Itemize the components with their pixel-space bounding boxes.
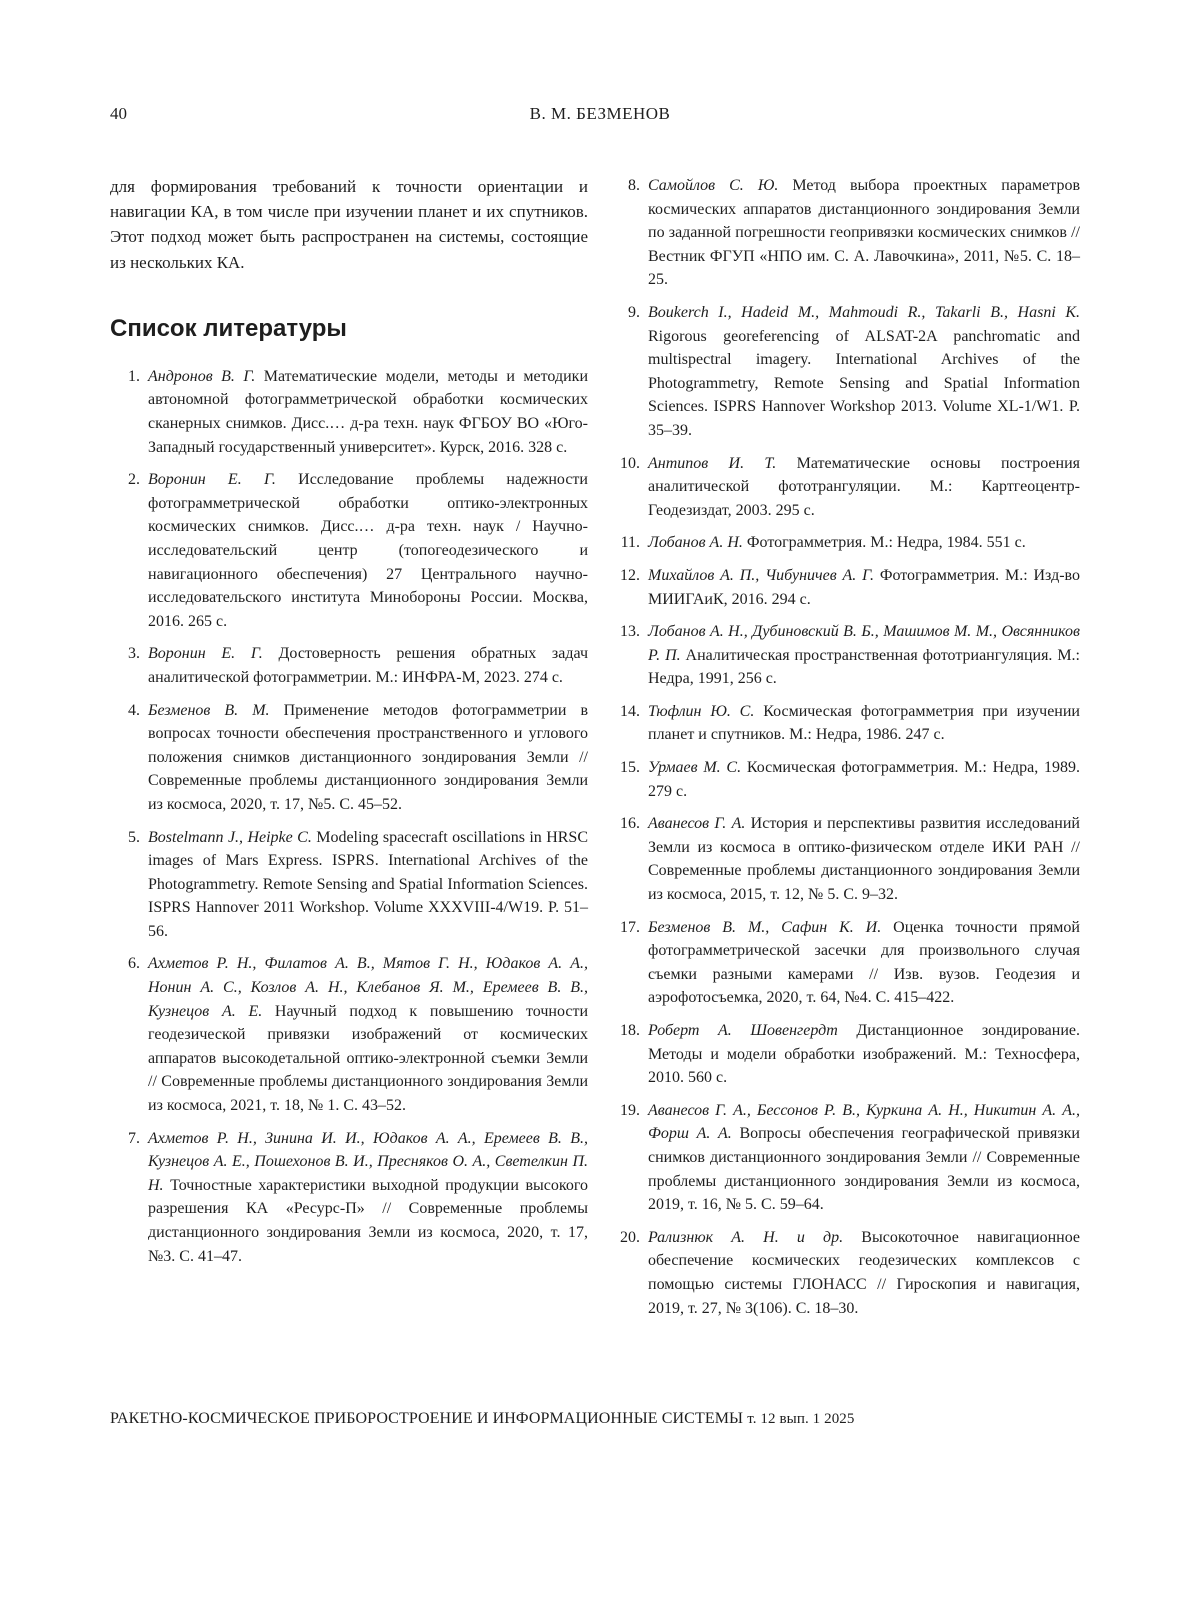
reference-authors: Безменов В. М., Сафин К. И. bbox=[648, 918, 882, 936]
reference-authors: Самойлов С. Ю. bbox=[648, 177, 779, 194]
reference-number: 2. bbox=[128, 471, 140, 489]
reference-authors: Роберт А. Шовенгердт bbox=[648, 1022, 838, 1039]
reference-number: 13. bbox=[620, 623, 640, 641]
reference-item bbox=[110, 642, 588, 689]
journal-issue: т. 12 вып. 1 2025 bbox=[747, 1411, 855, 1427]
reference-item bbox=[110, 952, 588, 1117]
reference-text: Rigorous georeferencing of ALSAT-2A panchromatic and multispectral imagery. International Archives of the Photogrammetry, Remote Sensing and Spatial Information Sciences. ISPRS Hannover Workshop 2013. Volume XL-1/W1. P. 35–39. bbox=[648, 327, 1080, 439]
reference-item bbox=[610, 1226, 1080, 1320]
reference-number: 4. bbox=[128, 701, 140, 719]
reference-text: Фотограмметрия. М.: Недра, 1984. 551 с. bbox=[742, 534, 1026, 552]
reference-number: 3. bbox=[128, 645, 140, 663]
reference-authors: Лобанов А. Н. bbox=[648, 534, 743, 552]
reference-item bbox=[110, 699, 588, 817]
reference-item bbox=[610, 620, 1080, 691]
reference-number: 17. bbox=[620, 918, 640, 936]
reference-text: Достоверность решения обратных задач аналитической фотограмметрии. М.: ИНФРА-М, 2023. 274 с. bbox=[148, 645, 588, 686]
running-title: В. М. БЕЗМЕНОВ bbox=[529, 104, 671, 123]
reference-list-left bbox=[110, 365, 588, 1268]
reference-text: Оценка точности прямой фотограмметрической засечки для произвольного случая съемки разными камерами // Изв. вузов. Геодезия и аэрофотосъемка, 2020, т. 64, №4. С. 415–422. bbox=[648, 918, 1080, 1007]
reference-number: 16. bbox=[620, 815, 640, 833]
reference-authors: Тюфлин Ю. С. bbox=[648, 702, 755, 720]
reference-item bbox=[610, 700, 1080, 747]
journal-name: РАКЕТНО-КОСМИЧЕСКОЕ ПРИБОРОСТРОЕНИЕ И ИНФОРМАЦИОННЫЕ СИСТЕМЫ bbox=[110, 1410, 744, 1427]
reference-number: 6. bbox=[128, 955, 140, 973]
reference-text: Высокоточное навигационное обеспечение космических геодезических комплексов с помощью системы ГЛОНАСС // Гироскопия и навигация, 2019, т. 27, № 3(106). С. 18–30. bbox=[648, 1228, 1080, 1317]
reference-authors: Лобанов А. Н., Дубиновский В. Б., Машимов М. М., Овсянников Р. П. bbox=[648, 623, 1080, 664]
reference-authors: Аванесов Г. А., Бессонов Р. В., Куркина А. Н., Никитин А. А., Форш А. А. bbox=[648, 1101, 1080, 1143]
reference-number: 7. bbox=[128, 1129, 140, 1147]
reference-item bbox=[110, 1127, 588, 1269]
reference-number: 5. bbox=[128, 828, 140, 846]
reference-number: 15. bbox=[620, 759, 640, 777]
reference-authors: Урмаев М. С. bbox=[648, 759, 742, 777]
reference-authors: Воронин Е. Г. bbox=[148, 471, 276, 489]
reference-item bbox=[610, 174, 1080, 292]
reference-authors: Аванесов Г. А. bbox=[648, 815, 746, 833]
reference-item bbox=[610, 301, 1080, 443]
reference-text: Применение методов фотограмметрии в вопросах точности обеспечения пространственного и углового положения снимков дистанционного зондирования Земли // Современные проблемы дистанционного зондирования Земли из космоса, 2020, т. 17, №5. С. 45–52. bbox=[148, 701, 588, 813]
section-title: Список литературы bbox=[110, 314, 347, 342]
reference-text: Modeling spacecraft oscillations in HRSC images of Mars Express. ISPRS. International Archives of the Photogrammetry. Remote Sensing and Spatial Information Sciences. ISPRS Hannover 2011 Workshop. Volume XXXVIII-4/W19. P. 51–56. bbox=[148, 828, 588, 940]
reference-list-right bbox=[610, 174, 1080, 1320]
reference-number: 18. bbox=[620, 1022, 640, 1039]
reference-authors: Антипов И. Т. bbox=[648, 454, 777, 472]
reference-text: Математические основы построения аналитической фототрангуляции. М.: Картгеоцентр-Геодезиздат, 2003. 295 с. bbox=[648, 454, 1081, 519]
reference-item bbox=[610, 812, 1080, 906]
reference-item bbox=[610, 564, 1080, 611]
reference-item bbox=[610, 916, 1080, 1010]
reference-text: Космическая фотограмметрия. М.: Недра, 1989. 279 с. bbox=[648, 759, 1081, 800]
reference-authors: Андронов В. Г. bbox=[148, 367, 256, 385]
reference-number: 12. bbox=[620, 566, 640, 584]
reference-number: 11. bbox=[620, 534, 640, 552]
right-column bbox=[610, 174, 1080, 1329]
reference-item bbox=[610, 531, 1080, 555]
reference-item bbox=[110, 365, 588, 459]
reference-text: Дистанционное зондирование. Методы и модели обработки изображений. М.: Техносфера, 2010. 560 с. bbox=[648, 1022, 1080, 1087]
reference-authors: Boukerch I., Hadeid M., Mahmoudi R., Takarli B., Hasni K. bbox=[648, 303, 1080, 321]
reference-text: Метод выбора проектных параметров космических аппаратов дистанционного зондирования Земли по заданной погрешности геопривязки космических снимков // Вестник ФГУП «НПО им. С. А. Лавочкина», 2011, №5. С. 18–25. bbox=[648, 177, 1081, 289]
reference-number: 20. bbox=[620, 1228, 640, 1246]
reference-text: История и перспективы развития исследований Земли из космоса в оптико-физическом отделе ИКИ РАН // Современные проблемы дистанционного зондирования Земли из космоса, 2015, т. 12, № 5. С. 9–32. bbox=[648, 815, 1080, 904]
reference-authors: Воронин Е. Г. bbox=[148, 645, 263, 663]
reference-number: 10. bbox=[620, 454, 640, 472]
reference-text: Фотограмметрия. М.: Изд-во МИИГАиК, 2016. 294 с. bbox=[648, 566, 1080, 608]
reference-authors: Михайлов А. П., Чибуничев А. Г. bbox=[648, 566, 875, 584]
reference-number: 19. bbox=[620, 1101, 640, 1119]
reference-item bbox=[610, 452, 1080, 523]
reference-authors: Ахметов Р. Н., Филатов А. В., Мятов Г. Н., Юдаков А. А., Нонин А. С., Козлов А. Н., Клебанов Я. М., Еремеев В. В., Кузнецов А. Е. bbox=[148, 955, 588, 1020]
reference-text: Аналитическая пространственная фототриангуляция. М.: Недра, 1991, 256 с. bbox=[648, 646, 1080, 688]
reference-number: 9. bbox=[628, 303, 640, 321]
reference-text: Космическая фотограмметрия при изучении планет и спутников. М.: Недра, 1986. 247 с. bbox=[648, 702, 1080, 744]
reference-authors: Рализнюк А. Н. и др. bbox=[648, 1228, 844, 1246]
reference-text: Математические модели, методы и методики автономной фотограмметрической обработки космических сканерных снимков. Дисс.… д-ра техн. наук ФГБОУ ВО «Юго-Западный государственный университет». Курск, 2016. 328 с. bbox=[148, 367, 589, 456]
intro-paragraph: для формирования требований к точности ориентации и навигации КА, в том числе при изучении планет и их спутников. Этот подход может быть распространен на системы, состоящие из нескольких КА. bbox=[110, 177, 588, 272]
reference-number: 14. bbox=[620, 702, 640, 720]
page-number: 40 bbox=[110, 104, 127, 123]
reference-item bbox=[610, 1099, 1080, 1217]
reference-text: Вопросы обеспечения географической привязки снимков дистанционного зондирования Земли // Современные проблемы дистанционного зондирования Земли из космоса, 2019, т. 16, № 5. С. 59–64. bbox=[648, 1125, 1080, 1214]
reference-text: Научный подход к повышению точности геодезической привязки изображений от космических аппаратов высокодетальной оптико-электронной съемки Земли // Современные проблемы дистанционного зондирования Земли из космоса, 2021, т. 18, № 1. С. 43–52. bbox=[148, 1002, 589, 1115]
reference-authors: Bostelmann J., Heipke C. bbox=[148, 828, 312, 846]
reference-number: 1. bbox=[128, 367, 140, 385]
reference-item bbox=[110, 468, 588, 633]
reference-text: Точностные характеристики выходной продукции высокого разрешения КА «Ресурс-П» // Современные проблемы дистанционного зондирования Земли из космоса, 2020, т. 17, №3. С. 41–47. bbox=[148, 1176, 588, 1265]
reference-authors: Ахметов Р. Н., Зинина И. И., Юдаков А. А., Еремеев В. В., Кузнецов А. Е., Пошехонов В. И., Пресняков О. А., Светелкин П. Н. bbox=[148, 1129, 588, 1194]
reference-item bbox=[110, 826, 588, 944]
reference-number: 8. bbox=[628, 177, 640, 194]
reference-item bbox=[610, 756, 1080, 803]
reference-text: Исследование проблемы надежности фотограмметрической обработки оптико-электронных космических снимков. Дисс.… д-ра техн. наук / Научно-исследовательский центр (топогеодезического и навигационного обеспечения) 27 Центрального научно-исследовательского института Минобороны России. Москва, 2016. 265 с. bbox=[148, 471, 588, 630]
reference-item bbox=[610, 1019, 1080, 1090]
reference-authors: Безменов В. М. bbox=[148, 701, 270, 719]
journal-footer bbox=[110, 1410, 855, 1428]
left-column bbox=[110, 174, 588, 1277]
